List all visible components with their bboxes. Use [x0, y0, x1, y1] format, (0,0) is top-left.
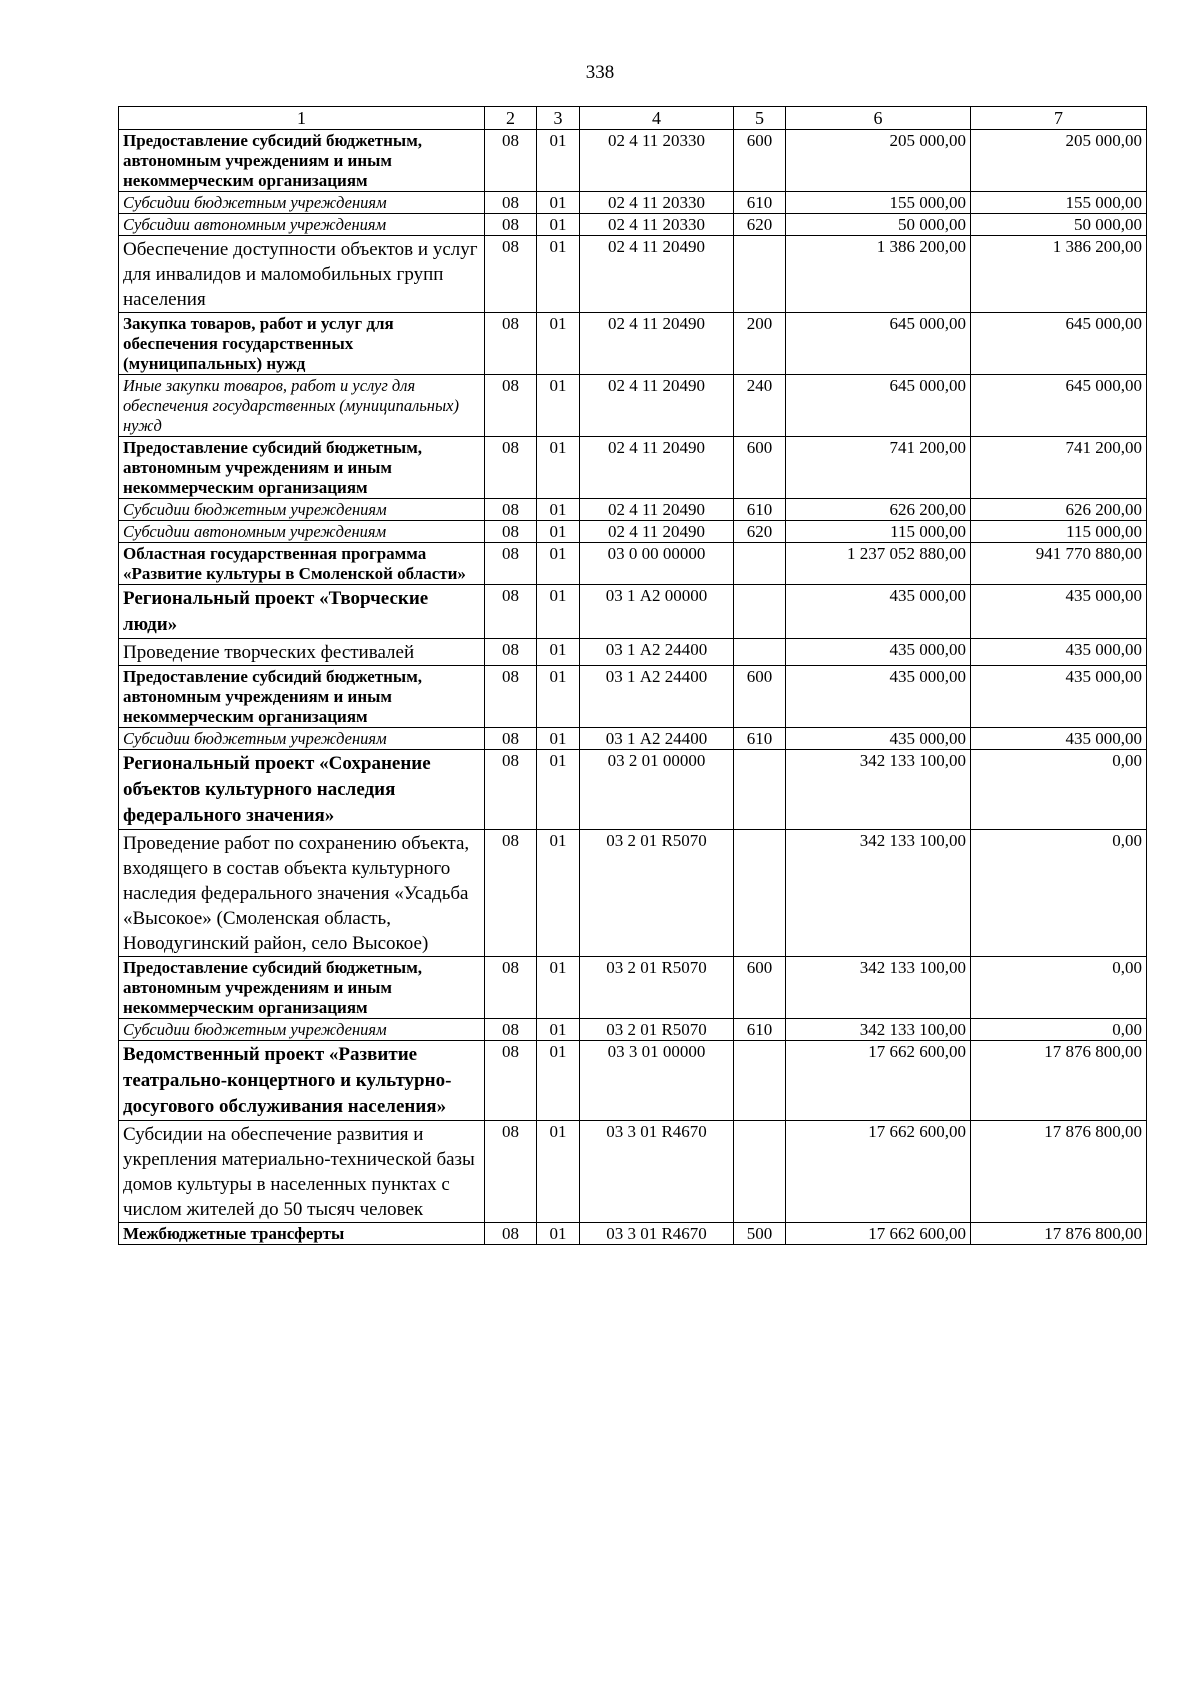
target-article-cell: 02 4 11 20490: [580, 499, 734, 521]
row-name-cell: Субсидии бюджетным учреждениям: [119, 1019, 485, 1041]
expense-type-cell: 610: [734, 1019, 786, 1041]
expense-type-cell: 500: [734, 1223, 786, 1245]
header-cell-6: 6: [786, 107, 971, 130]
table-row: [119, 1019, 1147, 1041]
amount-year1-cell: 1 237 052 880,00: [786, 543, 971, 585]
expense-type-cell: [734, 236, 786, 313]
expense-type-cell: 620: [734, 214, 786, 236]
subsection-code-cell: 01: [537, 192, 580, 214]
subsection-code-cell: 01: [537, 1041, 580, 1121]
header-cell-1: 1: [119, 107, 485, 130]
target-article-cell: 02 4 11 20330: [580, 192, 734, 214]
section-code-cell: 08: [485, 957, 537, 1019]
section-code-cell: 08: [485, 639, 537, 666]
table-row: [119, 639, 1147, 666]
expense-type-cell: 620: [734, 521, 786, 543]
target-article-cell: 03 0 00 00000: [580, 543, 734, 585]
section-code-cell: 08: [485, 214, 537, 236]
section-code-cell: 08: [485, 236, 537, 313]
amount-year2-cell: 435 000,00: [971, 585, 1147, 639]
amount-year2-cell: 941 770 880,00: [971, 543, 1147, 585]
target-article-cell: 02 4 11 20330: [580, 214, 734, 236]
section-code-cell: 08: [485, 313, 537, 375]
target-article-cell: 03 3 01 R4670: [580, 1223, 734, 1245]
row-name-cell: Предоставление субсидий бюджетным, автономным учреждениям и иным некоммерческим организациям: [119, 437, 485, 499]
expense-type-cell: [734, 1041, 786, 1121]
expense-type-cell: 610: [734, 192, 786, 214]
amount-year2-cell: 1 386 200,00: [971, 236, 1147, 313]
amount-year1-cell: 342 133 100,00: [786, 1019, 971, 1041]
budget-table: [118, 106, 1147, 1245]
amount-year2-cell: 741 200,00: [971, 437, 1147, 499]
row-name-cell: Межбюджетные трансферты: [119, 1223, 485, 1245]
row-name-cell: Обеспечение доступности объектов и услуг для инвалидов и маломобильных групп населения: [119, 236, 485, 313]
amount-year1-cell: 17 662 600,00: [786, 1223, 971, 1245]
header-cell-3: 3: [537, 107, 580, 130]
row-name-cell: Субсидии автономным учреждениям: [119, 521, 485, 543]
expense-type-cell: 600: [734, 437, 786, 499]
section-code-cell: 08: [485, 585, 537, 639]
target-article-cell: 03 2 01 R5070: [580, 957, 734, 1019]
section-code-cell: 08: [485, 130, 537, 192]
table-row: [119, 1041, 1147, 1121]
table-row: [119, 130, 1147, 192]
expense-type-cell: [734, 830, 786, 957]
amount-year2-cell: 435 000,00: [971, 639, 1147, 666]
row-name-cell: Проведение творческих фестивалей: [119, 639, 485, 666]
row-name-cell: Региональный проект «Творческие люди»: [119, 585, 485, 639]
target-article-cell: 03 2 01 R5070: [580, 830, 734, 957]
table-body: [119, 107, 1147, 1245]
amount-year2-cell: 0,00: [971, 957, 1147, 1019]
amount-year2-cell: 0,00: [971, 1019, 1147, 1041]
section-code-cell: 08: [485, 499, 537, 521]
amount-year2-cell: 645 000,00: [971, 313, 1147, 375]
amount-year2-cell: 115 000,00: [971, 521, 1147, 543]
expense-type-cell: [734, 750, 786, 830]
target-article-cell: 03 1 А2 00000: [580, 585, 734, 639]
subsection-code-cell: 01: [537, 437, 580, 499]
expense-type-cell: 240: [734, 375, 786, 437]
table-row: [119, 543, 1147, 585]
expense-type-cell: 600: [734, 130, 786, 192]
expense-type-cell: 610: [734, 499, 786, 521]
target-article-cell: 02 4 11 20490: [580, 375, 734, 437]
target-article-cell: 03 1 А2 24400: [580, 666, 734, 728]
amount-year1-cell: 50 000,00: [786, 214, 971, 236]
subsection-code-cell: 01: [537, 830, 580, 957]
expense-type-cell: [734, 543, 786, 585]
row-name-cell: Предоставление субсидий бюджетным, автономным учреждениям и иным некоммерческим организациям: [119, 957, 485, 1019]
section-code-cell: 08: [485, 1121, 537, 1223]
target-article-cell: 02 4 11 20490: [580, 437, 734, 499]
header-cell-5: 5: [734, 107, 786, 130]
amount-year1-cell: 741 200,00: [786, 437, 971, 499]
target-article-cell: 02 4 11 20490: [580, 236, 734, 313]
amount-year2-cell: 645 000,00: [971, 375, 1147, 437]
target-article-cell: 02 4 11 20330: [580, 130, 734, 192]
subsection-code-cell: 01: [537, 585, 580, 639]
table-row: [119, 214, 1147, 236]
table-row: [119, 375, 1147, 437]
amount-year2-cell: 0,00: [971, 830, 1147, 957]
page-number: 338: [585, 62, 615, 83]
subsection-code-cell: 01: [537, 666, 580, 728]
section-code-cell: 08: [485, 192, 537, 214]
table-row: [119, 750, 1147, 830]
section-code-cell: 08: [485, 1019, 537, 1041]
table-row: [119, 957, 1147, 1019]
table-row: [119, 1223, 1147, 1245]
header-cell-4: 4: [580, 107, 734, 130]
amount-year2-cell: 17 876 800,00: [971, 1223, 1147, 1245]
target-article-cell: 03 3 01 R4670: [580, 1121, 734, 1223]
subsection-code-cell: 01: [537, 728, 580, 750]
table-row: [119, 521, 1147, 543]
row-name-cell: Региональный проект «Сохранение объектов культурного наследия федерального значения»: [119, 750, 485, 830]
section-code-cell: 08: [485, 750, 537, 830]
table-row: [119, 499, 1147, 521]
amount-year1-cell: 342 133 100,00: [786, 957, 971, 1019]
expense-type-cell: 610: [734, 728, 786, 750]
amount-year1-cell: 342 133 100,00: [786, 830, 971, 957]
subsection-code-cell: 01: [537, 1223, 580, 1245]
target-article-cell: 03 1 А2 24400: [580, 639, 734, 666]
subsection-code-cell: 01: [537, 130, 580, 192]
row-name-cell: Ведомственный проект «Развитие театрально-концертного и культурно-досугового обслуживания населения»: [119, 1041, 485, 1121]
subsection-code-cell: 01: [537, 521, 580, 543]
subsection-code-cell: 01: [537, 375, 580, 437]
section-code-cell: 08: [485, 666, 537, 728]
section-code-cell: 08: [485, 375, 537, 437]
header-cell-2: 2: [485, 107, 537, 130]
table-row: [119, 192, 1147, 214]
amount-year1-cell: 205 000,00: [786, 130, 971, 192]
subsection-code-cell: 01: [537, 236, 580, 313]
subsection-code-cell: 01: [537, 1121, 580, 1223]
section-code-cell: 08: [485, 543, 537, 585]
amount-year1-cell: 115 000,00: [786, 521, 971, 543]
expense-type-cell: [734, 639, 786, 666]
header-cell-7: 7: [971, 107, 1147, 130]
amount-year2-cell: 435 000,00: [971, 728, 1147, 750]
target-article-cell: 02 4 11 20490: [580, 521, 734, 543]
row-name-cell: Предоставление субсидий бюджетным, автономным учреждениям и иным некоммерческим организациям: [119, 666, 485, 728]
section-code-cell: 08: [485, 830, 537, 957]
expense-type-cell: 200: [734, 313, 786, 375]
section-code-cell: 08: [485, 728, 537, 750]
amount-year1-cell: 435 000,00: [786, 639, 971, 666]
section-code-cell: 08: [485, 437, 537, 499]
amount-year1-cell: 17 662 600,00: [786, 1041, 971, 1121]
row-name-cell: Субсидии автономным учреждениям: [119, 214, 485, 236]
target-article-cell: 03 2 01 R5070: [580, 1019, 734, 1041]
amount-year1-cell: 645 000,00: [786, 313, 971, 375]
table-row: [119, 437, 1147, 499]
amount-year1-cell: 17 662 600,00: [786, 1121, 971, 1223]
target-article-cell: 03 1 А2 24400: [580, 728, 734, 750]
target-article-cell: 02 4 11 20490: [580, 313, 734, 375]
amount-year1-cell: 342 133 100,00: [786, 750, 971, 830]
expense-type-cell: 600: [734, 666, 786, 728]
table-row: [119, 666, 1147, 728]
row-name-cell: Предоставление субсидий бюджетным, автономным учреждениям и иным некоммерческим организациям: [119, 130, 485, 192]
expense-type-cell: [734, 585, 786, 639]
amount-year2-cell: 17 876 800,00: [971, 1041, 1147, 1121]
section-code-cell: 08: [485, 1223, 537, 1245]
amount-year2-cell: 626 200,00: [971, 499, 1147, 521]
amount-year1-cell: 435 000,00: [786, 666, 971, 728]
target-article-cell: 03 2 01 00000: [580, 750, 734, 830]
section-code-cell: 08: [485, 521, 537, 543]
amount-year2-cell: 155 000,00: [971, 192, 1147, 214]
row-name-cell: Проведение работ по сохранению объекта, входящего в состав объекта культурного наследия федерального значения «Усадьба «Высокое» (Смоленская область, Новодугинский район, село Высокое): [119, 830, 485, 957]
amount-year1-cell: 435 000,00: [786, 585, 971, 639]
table-row: [119, 585, 1147, 639]
subsection-code-cell: 01: [537, 543, 580, 585]
row-name-cell: Областная государственная программа «Развитие культуры в Смоленской области»: [119, 543, 485, 585]
table-row: [119, 728, 1147, 750]
expense-type-cell: [734, 1121, 786, 1223]
subsection-code-cell: 01: [537, 499, 580, 521]
row-name-cell: Субсидии бюджетным учреждениям: [119, 728, 485, 750]
expense-type-cell: 600: [734, 957, 786, 1019]
row-name-cell: Субсидии на обеспечение развития и укрепления материально-технической базы домов культуры в населенных пунктах с числом жителей до 50 тысяч человек: [119, 1121, 485, 1223]
amount-year2-cell: 50 000,00: [971, 214, 1147, 236]
amount-year2-cell: 17 876 800,00: [971, 1121, 1147, 1223]
table-row: [119, 236, 1147, 313]
target-article-cell: 03 3 01 00000: [580, 1041, 734, 1121]
row-name-cell: Закупка товаров, работ и услуг для обеспечения государственных (муниципальных) нужд: [119, 313, 485, 375]
amount-year2-cell: 0,00: [971, 750, 1147, 830]
amount-year1-cell: 1 386 200,00: [786, 236, 971, 313]
subsection-code-cell: 01: [537, 313, 580, 375]
table-row: [119, 830, 1147, 957]
amount-year1-cell: 435 000,00: [786, 728, 971, 750]
subsection-code-cell: 01: [537, 214, 580, 236]
table-header-row: [119, 107, 1147, 130]
amount-year1-cell: 155 000,00: [786, 192, 971, 214]
amount-year2-cell: 435 000,00: [971, 666, 1147, 728]
subsection-code-cell: 01: [537, 957, 580, 1019]
subsection-code-cell: 01: [537, 750, 580, 830]
row-name-cell: Субсидии бюджетным учреждениям: [119, 499, 485, 521]
row-name-cell: Субсидии бюджетным учреждениям: [119, 192, 485, 214]
subsection-code-cell: 01: [537, 639, 580, 666]
amount-year1-cell: 626 200,00: [786, 499, 971, 521]
section-code-cell: 08: [485, 1041, 537, 1121]
table-row: [119, 313, 1147, 375]
subsection-code-cell: 01: [537, 1019, 580, 1041]
amount-year2-cell: 205 000,00: [971, 130, 1147, 192]
amount-year1-cell: 645 000,00: [786, 375, 971, 437]
row-name-cell: Иные закупки товаров, работ и услуг для обеспечения государственных (муниципальных) нужд: [119, 375, 485, 437]
table-row: [119, 1121, 1147, 1223]
